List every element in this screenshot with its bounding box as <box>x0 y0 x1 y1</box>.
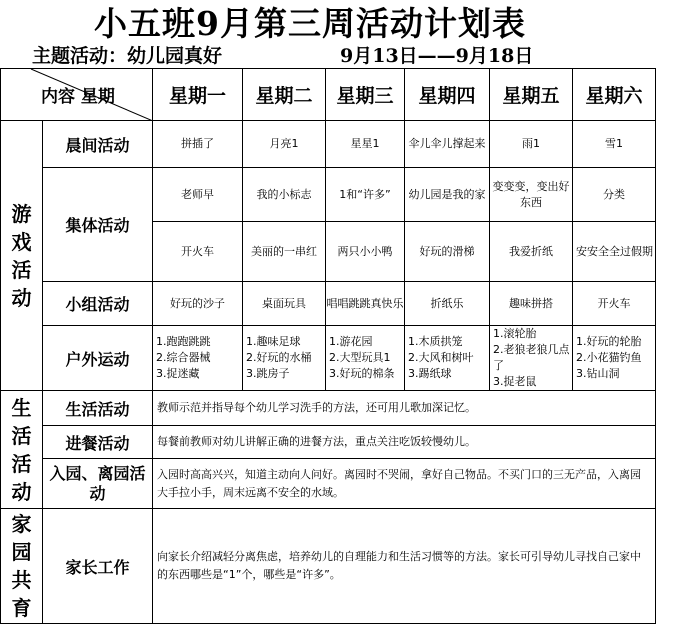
list-item: 1.滚轮胎 <box>493 327 537 340</box>
list-item: 2.大型玩具1 <box>329 351 391 364</box>
table-row <box>1 282 656 326</box>
row-label-entry: 入园、离园活动 <box>43 459 153 509</box>
morning-cell: 伞儿伞儿撑起来 <box>405 121 490 168</box>
group-cell: 开火车 <box>153 222 243 282</box>
list-item: 2.好玩的水桶 <box>246 351 312 364</box>
list-item: 2.综合器械 <box>156 351 211 364</box>
table-row <box>1 391 656 426</box>
table-row <box>1 426 656 459</box>
list-item: 3.跳房子 <box>246 367 290 380</box>
row-label-small: 小组活动 <box>43 282 153 326</box>
small-cell: 好玩的沙子 <box>153 282 243 326</box>
list-item: 3.捉老鼠 <box>493 375 537 388</box>
group-cell: 变变变，变出好东西 <box>490 168 573 222</box>
morning-cell: 月亮1 <box>243 121 326 168</box>
day-monday: 星期一 <box>153 69 243 121</box>
group-cell: 好玩的滑梯 <box>405 222 490 282</box>
morning-cell: 雨1 <box>490 121 573 168</box>
morning-cell: 星星1 <box>326 121 405 168</box>
entry-text: 入园时高高兴兴，知道主动向人问好。离园时不哭闹，拿好自己物品。不买门口的三无产品，入离园大手拉小手，周末远离不安全的水域。 <box>153 459 656 509</box>
outdoor-cell <box>405 326 490 391</box>
outdoor-cell <box>153 326 243 391</box>
section-life: 生活活动 <box>1 391 43 509</box>
list-item: 3.踢纸球 <box>408 367 452 380</box>
meal-text: 每餐前教师对幼儿讲解正确的进餐方法，重点关注吃饭较慢幼儿。 <box>153 426 656 459</box>
table-row <box>1 168 656 222</box>
table-row <box>1 326 656 391</box>
row-label-parent: 家长工作 <box>43 509 153 624</box>
small-cell: 桌面玩具 <box>243 282 326 326</box>
parent-text: 向家长介绍减轻分离焦虑，培养幼儿的自理能力和生活习惯等的方法。家长可引导幼儿寻找自己家中的东西哪些是“1”个，哪些是“许多”。 <box>153 509 656 624</box>
group-cell: 幼儿园是我的家 <box>405 168 490 222</box>
day-friday: 星期五 <box>490 69 573 121</box>
group-cell: 分类 <box>573 168 656 222</box>
group-cell: 我的小标志 <box>243 168 326 222</box>
day-saturday: 星期六 <box>573 69 656 121</box>
section-home: 家园共育 <box>1 509 43 624</box>
life-text: 教师示范并指导每个幼儿学习洗手的方法，还可用儿歌加深记忆。 <box>153 391 656 426</box>
group-cell: 两只小小鸭 <box>326 222 405 282</box>
section-game: 游戏活动 <box>1 121 43 391</box>
morning-cell: 拼插了 <box>153 121 243 168</box>
list-item: 1.好玩的轮胎 <box>576 335 642 348</box>
list-item: 2.老狼老狼几点了 <box>493 343 570 372</box>
row-label-life: 生活活动 <box>43 391 153 426</box>
table-row <box>1 509 656 624</box>
list-item: 2.小花猫钓鱼 <box>576 351 642 364</box>
page-title: 小五班9月第三周活动计划表 <box>94 4 526 43</box>
group-cell: 我爱折纸 <box>490 222 573 282</box>
list-item: 3.捉迷藏 <box>156 367 200 380</box>
header-row <box>1 69 656 121</box>
group-cell: 1和“许多” <box>326 168 405 222</box>
row-label-meal: 进餐活动 <box>43 426 153 459</box>
group-cell: 美丽的一串红 <box>243 222 326 282</box>
table-row <box>1 459 656 509</box>
small-cell: 开火车 <box>573 282 656 326</box>
small-cell: 唱唱跳跳真快乐 <box>326 282 405 326</box>
small-cell: 趣味拼搭 <box>490 282 573 326</box>
list-item: 3.钻山洞 <box>576 367 620 380</box>
list-item: 1.游花园 <box>329 335 373 348</box>
list-item: 3.好玩的棉条 <box>329 367 395 380</box>
list-item: 1.跑跑跳跳 <box>156 335 211 348</box>
row-label-outdoor: 户外运动 <box>43 326 153 391</box>
plan-table <box>0 68 656 624</box>
row-label-morning: 晨间活动 <box>43 121 153 168</box>
group-cell: 老师早 <box>153 168 243 222</box>
outdoor-cell <box>573 326 656 391</box>
day-tuesday: 星期二 <box>243 69 326 121</box>
day-thursday: 星期四 <box>405 69 490 121</box>
list-item: 1.木质拱笼 <box>408 335 463 348</box>
corner-cell <box>1 69 153 121</box>
row-label-group: 集体活动 <box>43 168 153 282</box>
theme-label: 主题活动：幼儿园真好 <box>32 45 223 67</box>
group-cell: 安安全全过假期 <box>573 222 656 282</box>
outdoor-cell <box>490 326 573 391</box>
date-range: 9月13日——9月18日 <box>340 45 534 67</box>
small-cell: 折纸乐 <box>405 282 490 326</box>
corner-label: 内容 星期 <box>41 87 115 107</box>
morning-cell: 雪1 <box>573 121 656 168</box>
list-item: 2.大风和树叶 <box>408 351 474 364</box>
day-wednesday: 星期三 <box>326 69 405 121</box>
outdoor-cell <box>326 326 405 391</box>
table-row <box>1 121 656 168</box>
outdoor-cell <box>243 326 326 391</box>
list-item: 1.趣味足球 <box>246 335 301 348</box>
